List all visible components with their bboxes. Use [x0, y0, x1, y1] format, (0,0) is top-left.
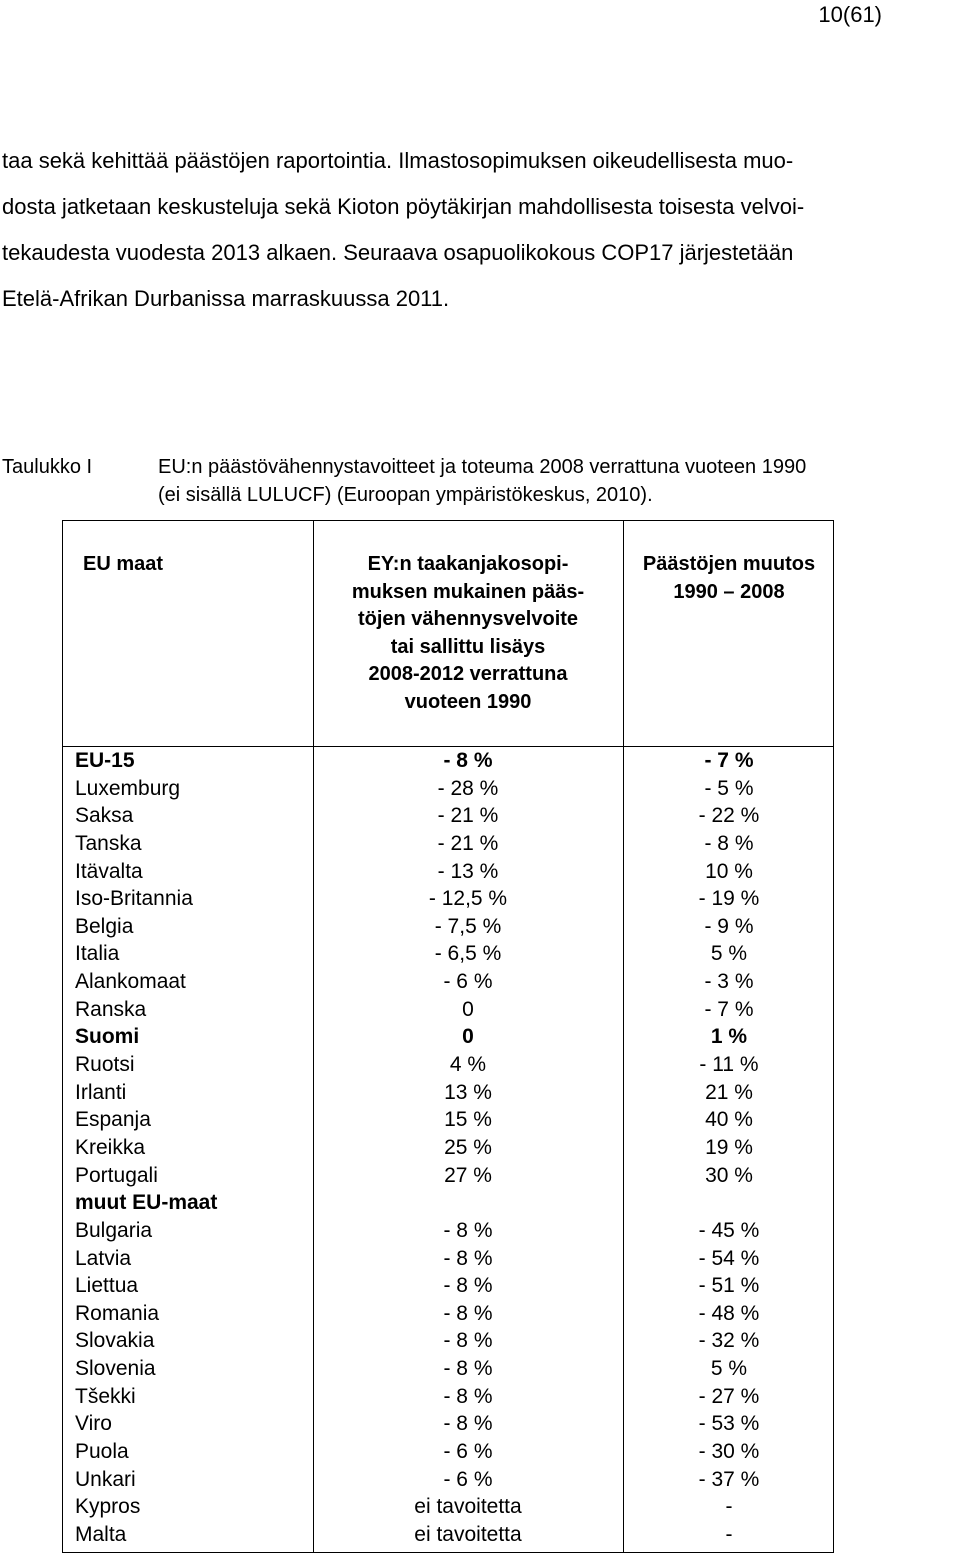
target-cell: - 21 %	[437, 804, 499, 828]
target-cell: - 8 %	[443, 1329, 493, 1353]
country-cell: Unkari	[75, 1467, 136, 1491]
country-cell: Irlanti	[75, 1080, 127, 1104]
header-text: muksen mukainen pääs-	[351, 580, 585, 603]
change-cell: - 37 %	[698, 1467, 760, 1491]
change-cell: 5 %	[710, 1357, 748, 1381]
country-cell: Kreikka	[75, 1135, 146, 1159]
country-cell: Ruotsi	[75, 1053, 135, 1077]
table-caption-line: EU:n päästövähennystavoitteet ja toteuma 2008 verrattuna vuoteen 1990	[158, 456, 807, 478]
table-row	[63, 968, 833, 996]
change-cell: - 3 %	[704, 970, 754, 994]
country-cell: Liettua	[75, 1274, 139, 1298]
country-cell: Itävalta	[75, 859, 143, 883]
table-row	[63, 940, 833, 968]
table-row	[63, 913, 833, 941]
table-body	[63, 747, 833, 1549]
target-cell: ei tavoitetta	[414, 1495, 522, 1519]
table-row	[63, 1438, 833, 1466]
target-cell: - 28 %	[437, 776, 499, 800]
table-row	[63, 1410, 833, 1438]
table-row	[63, 1106, 833, 1134]
target-cell: - 12,5 %	[428, 887, 508, 911]
target-cell: - 8 %	[443, 1218, 493, 1242]
change-cell: - 53 %	[698, 1412, 760, 1436]
table-row	[63, 1134, 833, 1162]
table-row	[63, 1466, 833, 1494]
body-line: tekaudesta vuodesta 2013 alkaen. Seuraava osapuolikokous COP17 järjestetään	[2, 240, 794, 265]
header-text: vuoteen 1990	[404, 690, 532, 713]
change-cell: - 32 %	[698, 1329, 760, 1353]
target-cell: - 6 %	[443, 1467, 493, 1491]
target-cell: - 7,5 %	[434, 914, 502, 938]
country-cell: Kypros	[75, 1495, 141, 1519]
change-cell: 10 %	[705, 859, 753, 883]
target-cell: - 8 %	[443, 1274, 493, 1298]
table-caption-label: Taulukko I	[2, 456, 93, 478]
country-cell: Belgia	[75, 914, 134, 938]
country-cell: muut EU-maat	[75, 1191, 218, 1215]
change-cell: - 8 %	[704, 831, 754, 855]
change-cell: 21 %	[705, 1080, 753, 1104]
target-cell: - 8 %	[443, 749, 493, 772]
table-row	[63, 1079, 833, 1107]
change-cell: - 45 %	[698, 1218, 760, 1242]
change-cell: 40 %	[705, 1108, 753, 1132]
country-cell: Slovakia	[75, 1329, 155, 1353]
table-row	[63, 1327, 833, 1355]
table-row	[63, 1051, 833, 1079]
target-cell: - 21 %	[437, 831, 499, 855]
change-cell: - 7 %	[704, 997, 754, 1021]
emissions-table	[62, 520, 834, 1553]
target-cell: - 6 %	[443, 1440, 493, 1464]
change-cell: - 27 %	[698, 1384, 760, 1408]
change-cell: 19 %	[705, 1135, 753, 1159]
target-cell: - 8 %	[443, 1412, 493, 1436]
body-line: dosta jatketaan keskusteluja sekä Kioton pöytäkirjan mahdollisesta toisesta velvoi-	[2, 194, 805, 219]
table-row	[63, 1023, 833, 1051]
table-row	[63, 747, 833, 775]
country-cell: Portugali	[75, 1163, 158, 1187]
change-cell: -	[725, 1522, 733, 1546]
header-change	[623, 551, 835, 606]
change-cell: - 51 %	[698, 1274, 760, 1298]
header-target	[313, 551, 623, 716]
change-cell: - 7 %	[704, 749, 754, 772]
table-caption-text	[158, 456, 958, 512]
table-row	[63, 1189, 833, 1217]
table-row	[63, 996, 833, 1024]
change-cell: - 54 %	[698, 1246, 760, 1270]
target-cell: - 8 %	[443, 1246, 493, 1270]
header-text: töjen vähennysvelvoite	[357, 608, 579, 630]
change-cell: - 9 %	[704, 914, 754, 938]
table-row	[63, 1162, 833, 1190]
country-cell: Italia	[75, 942, 120, 966]
target-cell: 0	[462, 997, 474, 1021]
table-row	[63, 1383, 833, 1411]
table-row	[63, 802, 833, 830]
country-cell: Luxemburg	[75, 776, 181, 800]
table-row	[63, 1521, 833, 1549]
change-cell: - 11 %	[699, 1053, 759, 1077]
country-cell: Malta	[75, 1522, 127, 1546]
page-number: 10(61)	[818, 2, 882, 27]
target-cell: 0	[462, 1025, 474, 1049]
target-cell: 13 %	[444, 1080, 492, 1104]
country-cell: Slovenia	[75, 1357, 156, 1381]
target-cell: - 6,5 %	[434, 942, 502, 966]
change-cell: 5 %	[710, 942, 748, 966]
header-text: Päästöjen muutos	[642, 553, 816, 575]
country-cell: EU-15	[75, 749, 135, 772]
header-text: tai sallittu lisäys	[390, 635, 546, 658]
table-row	[63, 1355, 833, 1383]
table-row	[63, 1245, 833, 1273]
target-cell: - 6 %	[443, 970, 493, 994]
country-cell: Latvia	[75, 1246, 132, 1270]
country-cell: Espanja	[75, 1108, 151, 1132]
country-cell: Tanska	[75, 831, 142, 855]
country-cell: Puola	[75, 1440, 129, 1464]
target-cell: ei tavoitetta	[414, 1522, 522, 1546]
country-cell: Romania	[75, 1301, 160, 1325]
change-cell: -	[725, 1495, 733, 1519]
table-caption-line: (ei sisällä LULUCF) (Euroopan ympäristökeskus, 2010).	[158, 484, 653, 506]
target-cell: - 8 %	[443, 1384, 493, 1408]
target-cell: - 13 %	[437, 859, 499, 883]
country-cell: Ranska	[75, 997, 147, 1021]
header-text: EY:n taakanjakosopi-	[367, 553, 569, 575]
table-row	[63, 1300, 833, 1328]
table-row	[63, 1493, 833, 1521]
country-cell: Bulgaria	[75, 1218, 153, 1242]
table-row	[63, 885, 833, 913]
target-cell: - 8 %	[443, 1301, 493, 1325]
header-countries	[63, 551, 183, 579]
change-cell: 30 %	[705, 1163, 753, 1187]
change-cell: - 30 %	[698, 1440, 760, 1464]
country-cell: Saksa	[75, 804, 134, 828]
country-cell: Viro	[75, 1412, 112, 1436]
header-text: 1990 – 2008	[673, 580, 785, 603]
target-cell: 15 %	[444, 1108, 492, 1132]
target-cell: 25 %	[444, 1135, 492, 1159]
change-cell: - 22 %	[698, 804, 760, 828]
table-header	[63, 521, 833, 747]
table-row	[63, 1217, 833, 1245]
change-cell: - 19 %	[698, 887, 760, 911]
change-cell: 1 %	[710, 1025, 748, 1049]
header-text: 2008-2012 verrattuna	[368, 663, 568, 685]
target-cell: - 8 %	[443, 1357, 493, 1381]
country-cell: Alankomaat	[75, 970, 186, 994]
table-row	[63, 1272, 833, 1300]
body-paragraph	[2, 148, 952, 332]
body-line: taa sekä kehittää päästöjen raportointia. Ilmastosopimuksen oikeudellisesta muo-	[2, 148, 794, 173]
country-cell: Suomi	[75, 1025, 140, 1049]
target-cell: 27 %	[444, 1163, 492, 1187]
country-cell: Iso-Britannia	[75, 887, 193, 911]
header-text: EU maat	[82, 553, 164, 575]
table-row	[63, 775, 833, 803]
table-row	[63, 858, 833, 886]
body-line: Etelä-Afrikan Durbanissa marraskuussa 2011.	[2, 286, 450, 311]
target-cell: 4 %	[449, 1053, 487, 1077]
table-row	[63, 830, 833, 858]
change-cell: - 5 %	[704, 776, 754, 800]
country-cell: Tšekki	[75, 1384, 136, 1408]
change-cell: - 48 %	[698, 1301, 760, 1325]
